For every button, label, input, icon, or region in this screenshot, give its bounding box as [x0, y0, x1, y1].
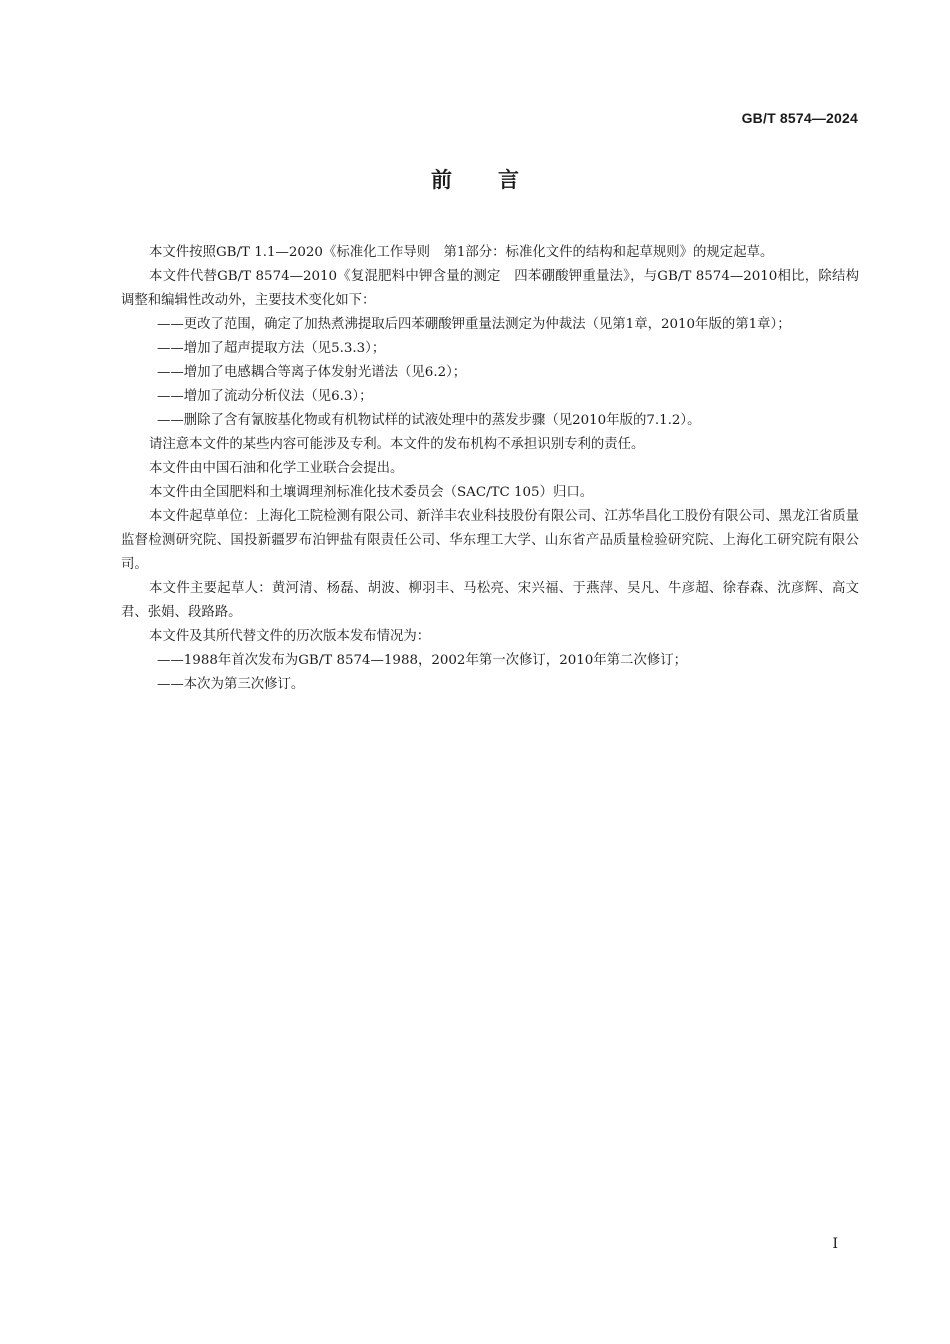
change-item-ultrasonic: ——增加了超声提取方法（见5.3.3）； [157, 341, 386, 356]
paragraph-drafters: 本文件主要起草人：黄河清、杨磊、胡波、柳羽丰、马松亮、宋兴福、于燕萍、吴凡、牛彦超、徐春森、沈彦辉、高文君、张娟、段路路。 [121, 581, 859, 620]
paragraph-history-intro: 本文件及其所代替文件的历次版本发布情况为： [149, 629, 431, 644]
foreword-body [121, 241, 859, 697]
paragraph-proposer: 本文件由中国石油和化学工业联合会提出。 [149, 461, 404, 476]
page-title: 前言 [431, 168, 565, 192]
page-number: I [832, 1236, 838, 1252]
paragraph-replacement: 本文件代替GB/T 8574—2010《复混肥料中钾含量的测定 四苯硼酸钾重量法》，与GB/T 8574—2010相比，除结构调整和编辑性改动外，主要技术变化如下： [121, 269, 859, 308]
paragraph-committee: 本文件由全国肥料和土壤调理剂标准化技术委员会（SAC/TC 105）归口。 [149, 485, 594, 500]
change-item-scope: ——更改了范围，确定了加热煮沸提取后四苯硼酸钾重量法测定为仲裁法（见第1章，2010年版的第1章）； [157, 317, 791, 332]
change-item-icp: ——增加了电感耦合等离子体发射光谱法（见6.2）； [157, 365, 467, 380]
change-item-evaporation: ——删除了含有氰胺基化物或有机物试样的试液处理中的蒸发步骤（见2010年版的7.1.2）。 [157, 413, 701, 428]
paragraph-drafting-rules: 本文件按照GB/T 1.1—2020《标准化工作导则 第1部分：标准化文件的结构和起草规则》的规定起草。 [149, 245, 774, 260]
standard-code: GB/T 8574—2024 [741, 110, 858, 126]
change-item-flow-analysis: ——增加了流动分析仪法（见6.3）； [157, 389, 373, 404]
paragraph-patent-notice: 请注意本文件的某些内容可能涉及专利。本文件的发布机构不承担识别专利的责任。 [149, 437, 645, 452]
history-item-previous: ——1988年首次发布为GB/T 8574—1988，2002年第一次修订，2010年第二次修订； [157, 653, 688, 668]
paragraph-drafting-units: 本文件起草单位：上海化工院检测有限公司、新洋丰农业科技股份有限公司、江苏华昌化工股份有限公司、黑龙江省质量监督检测研究院、国投新疆罗布泊钾盐有限责任公司、华东理工大学、山东省产品质量检验研究院、上海化工研究院有限公司。 [121, 509, 859, 572]
history-item-current: ——本次为第三次修订。 [157, 677, 305, 692]
